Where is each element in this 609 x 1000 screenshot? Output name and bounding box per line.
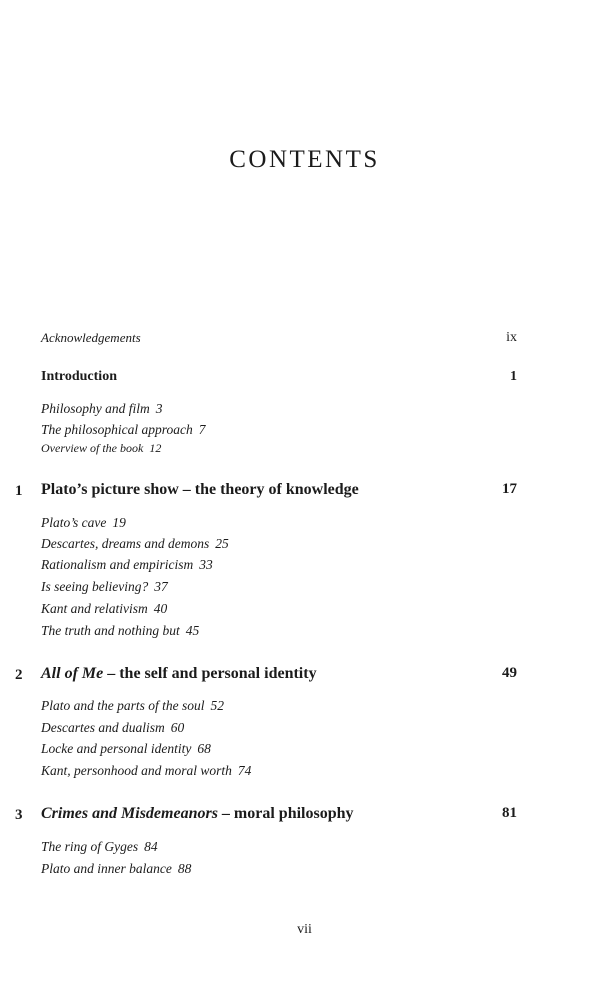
toc-section-page: 12 [149, 441, 162, 455]
toc-entry-page: ix [506, 330, 517, 345]
toc-section-label: Descartes, dreams and demons [41, 536, 210, 551]
toc-chapter-2[interactable] [41, 665, 521, 683]
chapter-title-film: All of Me [41, 665, 104, 682]
toc-section[interactable] [41, 557, 521, 573]
chapter-title-film: Crimes and Misdemeanors [41, 805, 218, 822]
toc-chapter-1[interactable] [41, 481, 521, 499]
chapter-title [41, 665, 317, 682]
toc-section-label: Philosophy and film [41, 401, 150, 416]
toc-section[interactable] [41, 861, 521, 877]
toc-section-label: Plato and the parts of the soul [41, 698, 205, 713]
toc-section-label: Descartes and dualism [41, 720, 165, 735]
toc-section-page: 33 [199, 557, 213, 572]
toc-section-page: 25 [215, 536, 229, 551]
toc-section-label: The philosophical approach [41, 422, 193, 437]
toc-section-label: Is seeing believing? [41, 579, 149, 594]
page-title: CONTENTS [229, 146, 380, 173]
toc-section[interactable] [41, 401, 521, 417]
toc-section-label: Overview of the book [41, 441, 144, 455]
toc-section-page: 88 [177, 861, 192, 876]
toc-section[interactable] [41, 839, 521, 855]
toc-section-page: 45 [185, 623, 200, 638]
toc-section-label: Plato and inner balance [41, 861, 172, 876]
chapter-page: 81 [502, 805, 517, 821]
page-number: vii [297, 922, 312, 937]
chapter-title: Plato’s picture show – the theory of knowledge [41, 481, 359, 498]
toc-section-label: Kant and relativism [41, 601, 148, 616]
toc-section[interactable] [41, 623, 521, 639]
chapter-page: 17 [502, 481, 517, 497]
chapter-title-topic: – the self and personal identity [103, 665, 317, 682]
toc-section-page: 7 [198, 422, 206, 437]
toc-section[interactable] [41, 515, 521, 531]
toc-section[interactable] [41, 441, 521, 456]
toc-section[interactable] [41, 698, 521, 714]
toc-section-page: 40 [153, 601, 168, 616]
toc-section[interactable] [41, 536, 521, 552]
toc-section-page: 74 [237, 763, 252, 778]
toc-section-page: 37 [154, 579, 168, 594]
chapter-title-topic: – moral philosophy [217, 805, 354, 822]
toc-entry-page: 1 [510, 369, 517, 384]
toc-section-label: Kant, personhood and moral worth [41, 763, 232, 778]
toc-section-page: 60 [170, 720, 185, 735]
toc-section-page: 3 [155, 401, 163, 416]
toc-section-page: 19 [112, 515, 126, 530]
chapter-page: 49 [502, 665, 517, 681]
toc-entry-label: Introduction [41, 369, 117, 384]
toc-chapter-3[interactable] [41, 805, 521, 823]
chapter-number: 1 [15, 483, 23, 499]
chapter-number: 3 [15, 807, 23, 823]
chapter-number: 2 [15, 667, 23, 683]
toc-section-label: Plato’s cave [41, 515, 107, 530]
toc-section-page: 68 [197, 741, 211, 756]
toc-entry-acknowledgements[interactable] [41, 330, 521, 346]
toc-section[interactable] [41, 422, 521, 438]
toc-section[interactable] [41, 741, 521, 757]
toc-section-label: The truth and nothing but [41, 623, 180, 638]
toc-section[interactable] [41, 601, 521, 617]
toc-entry-introduction[interactable] [41, 369, 521, 385]
toc-section[interactable] [41, 579, 521, 595]
toc-section[interactable] [41, 720, 521, 736]
chapter-title [41, 805, 354, 822]
toc-entry-label: Acknowledgements [41, 330, 141, 345]
toc-section-page: 52 [210, 698, 224, 713]
toc-section[interactable] [41, 763, 521, 779]
toc-section-label: The ring of Gyges [41, 839, 139, 854]
toc-section-page: 84 [144, 839, 158, 854]
toc-section-label: Rationalism and empiricism [41, 557, 194, 572]
toc-section-label: Locke and personal identity [41, 741, 192, 756]
